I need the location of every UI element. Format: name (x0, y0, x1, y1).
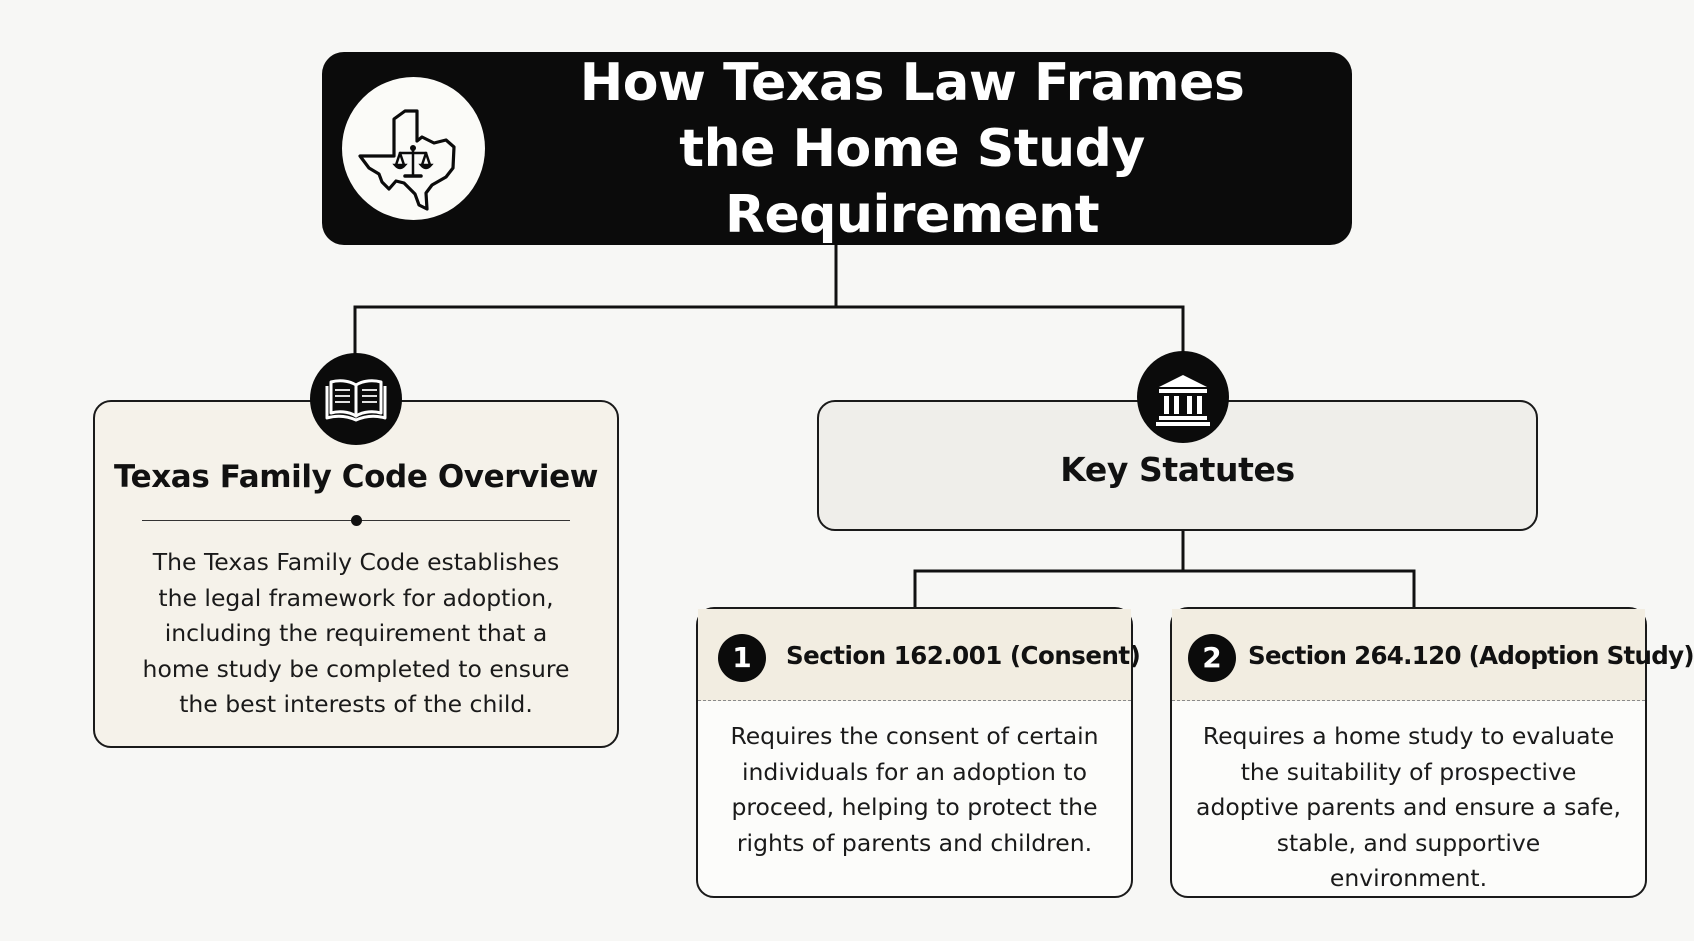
section-card-header (1172, 609, 1694, 701)
overview-heading: Texas Family Code Overview (113, 459, 599, 495)
title-line-2: the Home Study Requirement (679, 118, 1145, 245)
number-badge: 2 (1188, 634, 1236, 682)
overview-card (93, 400, 619, 748)
book-icon (310, 353, 402, 445)
section-card-header (698, 609, 1141, 701)
title-line-1: How Texas Law Frames (579, 52, 1245, 113)
overview-divider (142, 520, 570, 521)
page-title (492, 52, 1332, 245)
courthouse-icon (1137, 351, 1229, 443)
overview-body: The Texas Family Code establishes the legal framework for adoption, including the requirement that a home study be completed to ensure the best interests of the child. (142, 548, 570, 718)
number-badge: 1 (718, 634, 766, 682)
section-title: Section 162.001 (Consent) (786, 641, 1141, 670)
section-card-2 (1170, 607, 1694, 898)
section-card-1 (696, 607, 1141, 898)
title-banner (322, 52, 1352, 245)
texas-scales-icon (342, 77, 485, 220)
section-title: Section 264.120 (Adoption Study) (1248, 641, 1694, 670)
section-description: Requires a home study to evaluate the suitability of prospective adoptive parents and ensure a safe, stable, and supportive environment. (1196, 722, 1621, 892)
divider-dot (351, 515, 362, 526)
key-statutes-heading: Key Statutes (1060, 450, 1295, 489)
section-description: Requires the consent of certain individuals for an adoption to proceed, helping to protect the rights of parents and children. (730, 722, 1099, 857)
